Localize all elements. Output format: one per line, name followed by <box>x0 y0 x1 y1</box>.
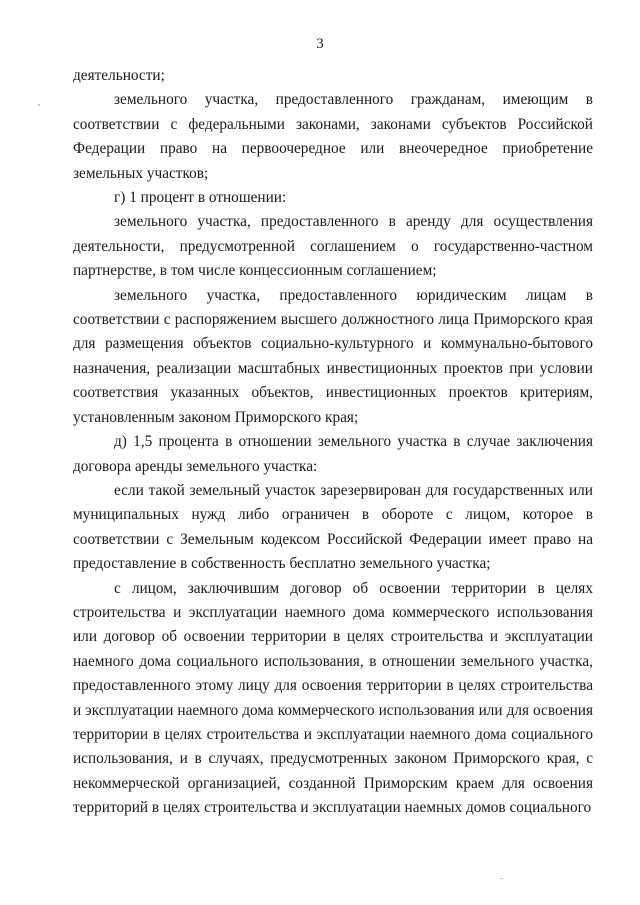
paragraph-item-g: г) 1 процент в отношении: <box>114 189 287 207</box>
page-number: 3 <box>316 36 324 52</box>
paragraph-ppp-land: земельного участка, предоставленного в аренду для осуществления деятельности, предусмотренной соглашением о государственно-частном партнерстве, в том числе концессионным соглашением; <box>73 213 593 280</box>
paragraph-item-d: д) 1,5 процента в отношении земельного участка в случае заключения договора аренды земельного участка: <box>73 433 593 475</box>
document-body <box>73 64 593 821</box>
paragraph-continuation: деятельности; <box>73 67 165 84</box>
paragraph-legal-entities-land: земельного участка, предоставленного юридическим лицам в соответствии с распоряжением высшего должностного лица Приморского края для размещения объектов социально-культурного и коммунально-бытового назначения, реализации масштабных инвестиционных проектов при условии соответствия указанных объектов, инвестиционных проектов критериям, установленным законом Приморского края; <box>73 286 593 426</box>
scan-speck-bottom <box>500 878 503 879</box>
paragraph-citizens-land: земельного участка, предоставленного гражданам, имеющим в соответствии с федеральными законами, законами субъектов Российской Федерации право на первоочередное или внеочередное приобретение земельных участков; <box>73 91 593 182</box>
scan-speck <box>38 104 40 106</box>
paragraph-rental-housing: с лицом, заключившим договор об освоении территории в целях строительства и эксплуатации наемного дома коммерческого использования или договор об освоении территории в целях строительства и эксплуатации наемного дома социального использования, в отношении земельного участка, предоставленного этому лицу для освоения территории в целях строительства и эксплуатации наемного дома коммерческого использования или для освоения территории в целях строительства и эксплуатации наемного дома социального использования, и в случаях, предусмотренных законом Приморского края, с некоммерческой организацией, созданной Приморским краем для освоения территорий в целях строительства и эксплуатации наемных домов социального <box>73 579 593 817</box>
paragraph-reserved-land: если такой земельный участок зарезервирован для государственных или муниципальных нужд либо ограничен в обороте с лицом, которое в соответствии с Земельным кодексом Российской Федерации имеет право на предоставление в собственность бесплатно земельного участка; <box>73 481 593 573</box>
